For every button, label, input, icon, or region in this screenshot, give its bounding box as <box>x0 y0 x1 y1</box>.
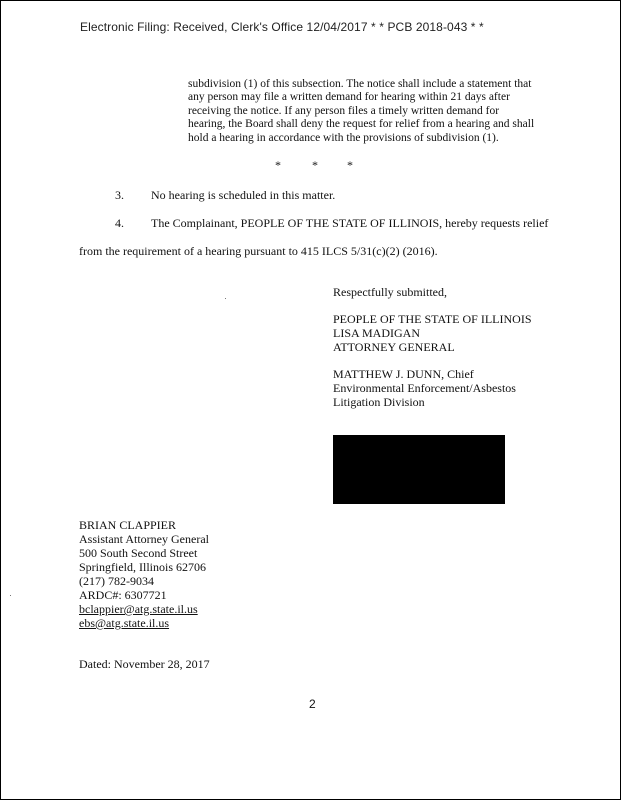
paragraph-text: The Complainant, PEOPLE OF THE STATE OF ILLINOIS, hereby requests relief <box>151 216 549 230</box>
attorney-title: Assistant Attorney General <box>79 532 209 546</box>
email-link[interactable]: ebs@atg.state.il.us <box>79 616 170 630</box>
street-address: 500 South Second Street <box>79 546 198 560</box>
dated-line: Dated: November 28, 2017 <box>79 657 210 671</box>
paragraph-number: 4. <box>115 216 124 230</box>
ellipsis-star: * <box>347 158 353 172</box>
quote-line: receiving the notice. If any person files a timely written demand for <box>188 104 500 117</box>
page-number: 2 <box>309 697 316 711</box>
quote-line: any person may file a written demand for hearing within 21 days after <box>188 91 510 104</box>
quoted-statute-paragraph <box>188 78 554 145</box>
ardc-number: ARDC#: 6307721 <box>79 588 167 602</box>
paragraph-number: 3. <box>115 188 124 202</box>
scan-speck <box>10 595 11 596</box>
attorney-contact-block <box>79 518 209 630</box>
division-line: Environmental Enforcement/Asbestos <box>333 381 516 395</box>
city-state-zip: Springfield, Illinois 62706 <box>79 560 206 574</box>
email-link[interactable]: bclappier@atg.state.il.us <box>79 602 198 616</box>
division-line: Litigation Division <box>333 395 425 409</box>
paragraph-continuation: from the requirement of a hearing pursuant to 415 ILCS 5/31(c)(2) (2016). <box>79 244 438 258</box>
ellipsis-star: * <box>312 158 318 172</box>
quote-line: subdivision (1) of this subsection. The notice shall include a statement that <box>188 78 532 90</box>
signatory-block <box>333 312 532 354</box>
division-line: MATTHEW J. DUNN, Chief <box>333 367 474 381</box>
attorney-name: BRIAN CLAPPIER <box>79 518 177 532</box>
closing-line: Respectfully submitted, <box>333 285 447 299</box>
quote-line: hold a hearing in accordance with the provisions of subdivision (1). <box>188 131 499 144</box>
phone-number: (217) 782-9034 <box>79 574 154 588</box>
paragraph-text: No hearing is scheduled in this matter. <box>151 188 336 202</box>
division-block <box>333 367 516 409</box>
redacted-signature <box>333 435 505 504</box>
filing-stamp-header: Electronic Filing: Received, Clerk's Office 12/04/2017 * * PCB 2018-043 * * <box>80 20 484 34</box>
quote-line: hearing, the Board shall deny the request for relief from a hearing and shall <box>188 118 535 131</box>
signatory-line: LISA MADIGAN <box>333 326 420 340</box>
ellipsis-star: * <box>275 158 281 172</box>
signatory-line: ATTORNEY GENERAL <box>333 340 455 354</box>
signatory-line: PEOPLE OF THE STATE OF ILLINOIS <box>333 312 532 326</box>
scan-speck <box>225 298 226 299</box>
